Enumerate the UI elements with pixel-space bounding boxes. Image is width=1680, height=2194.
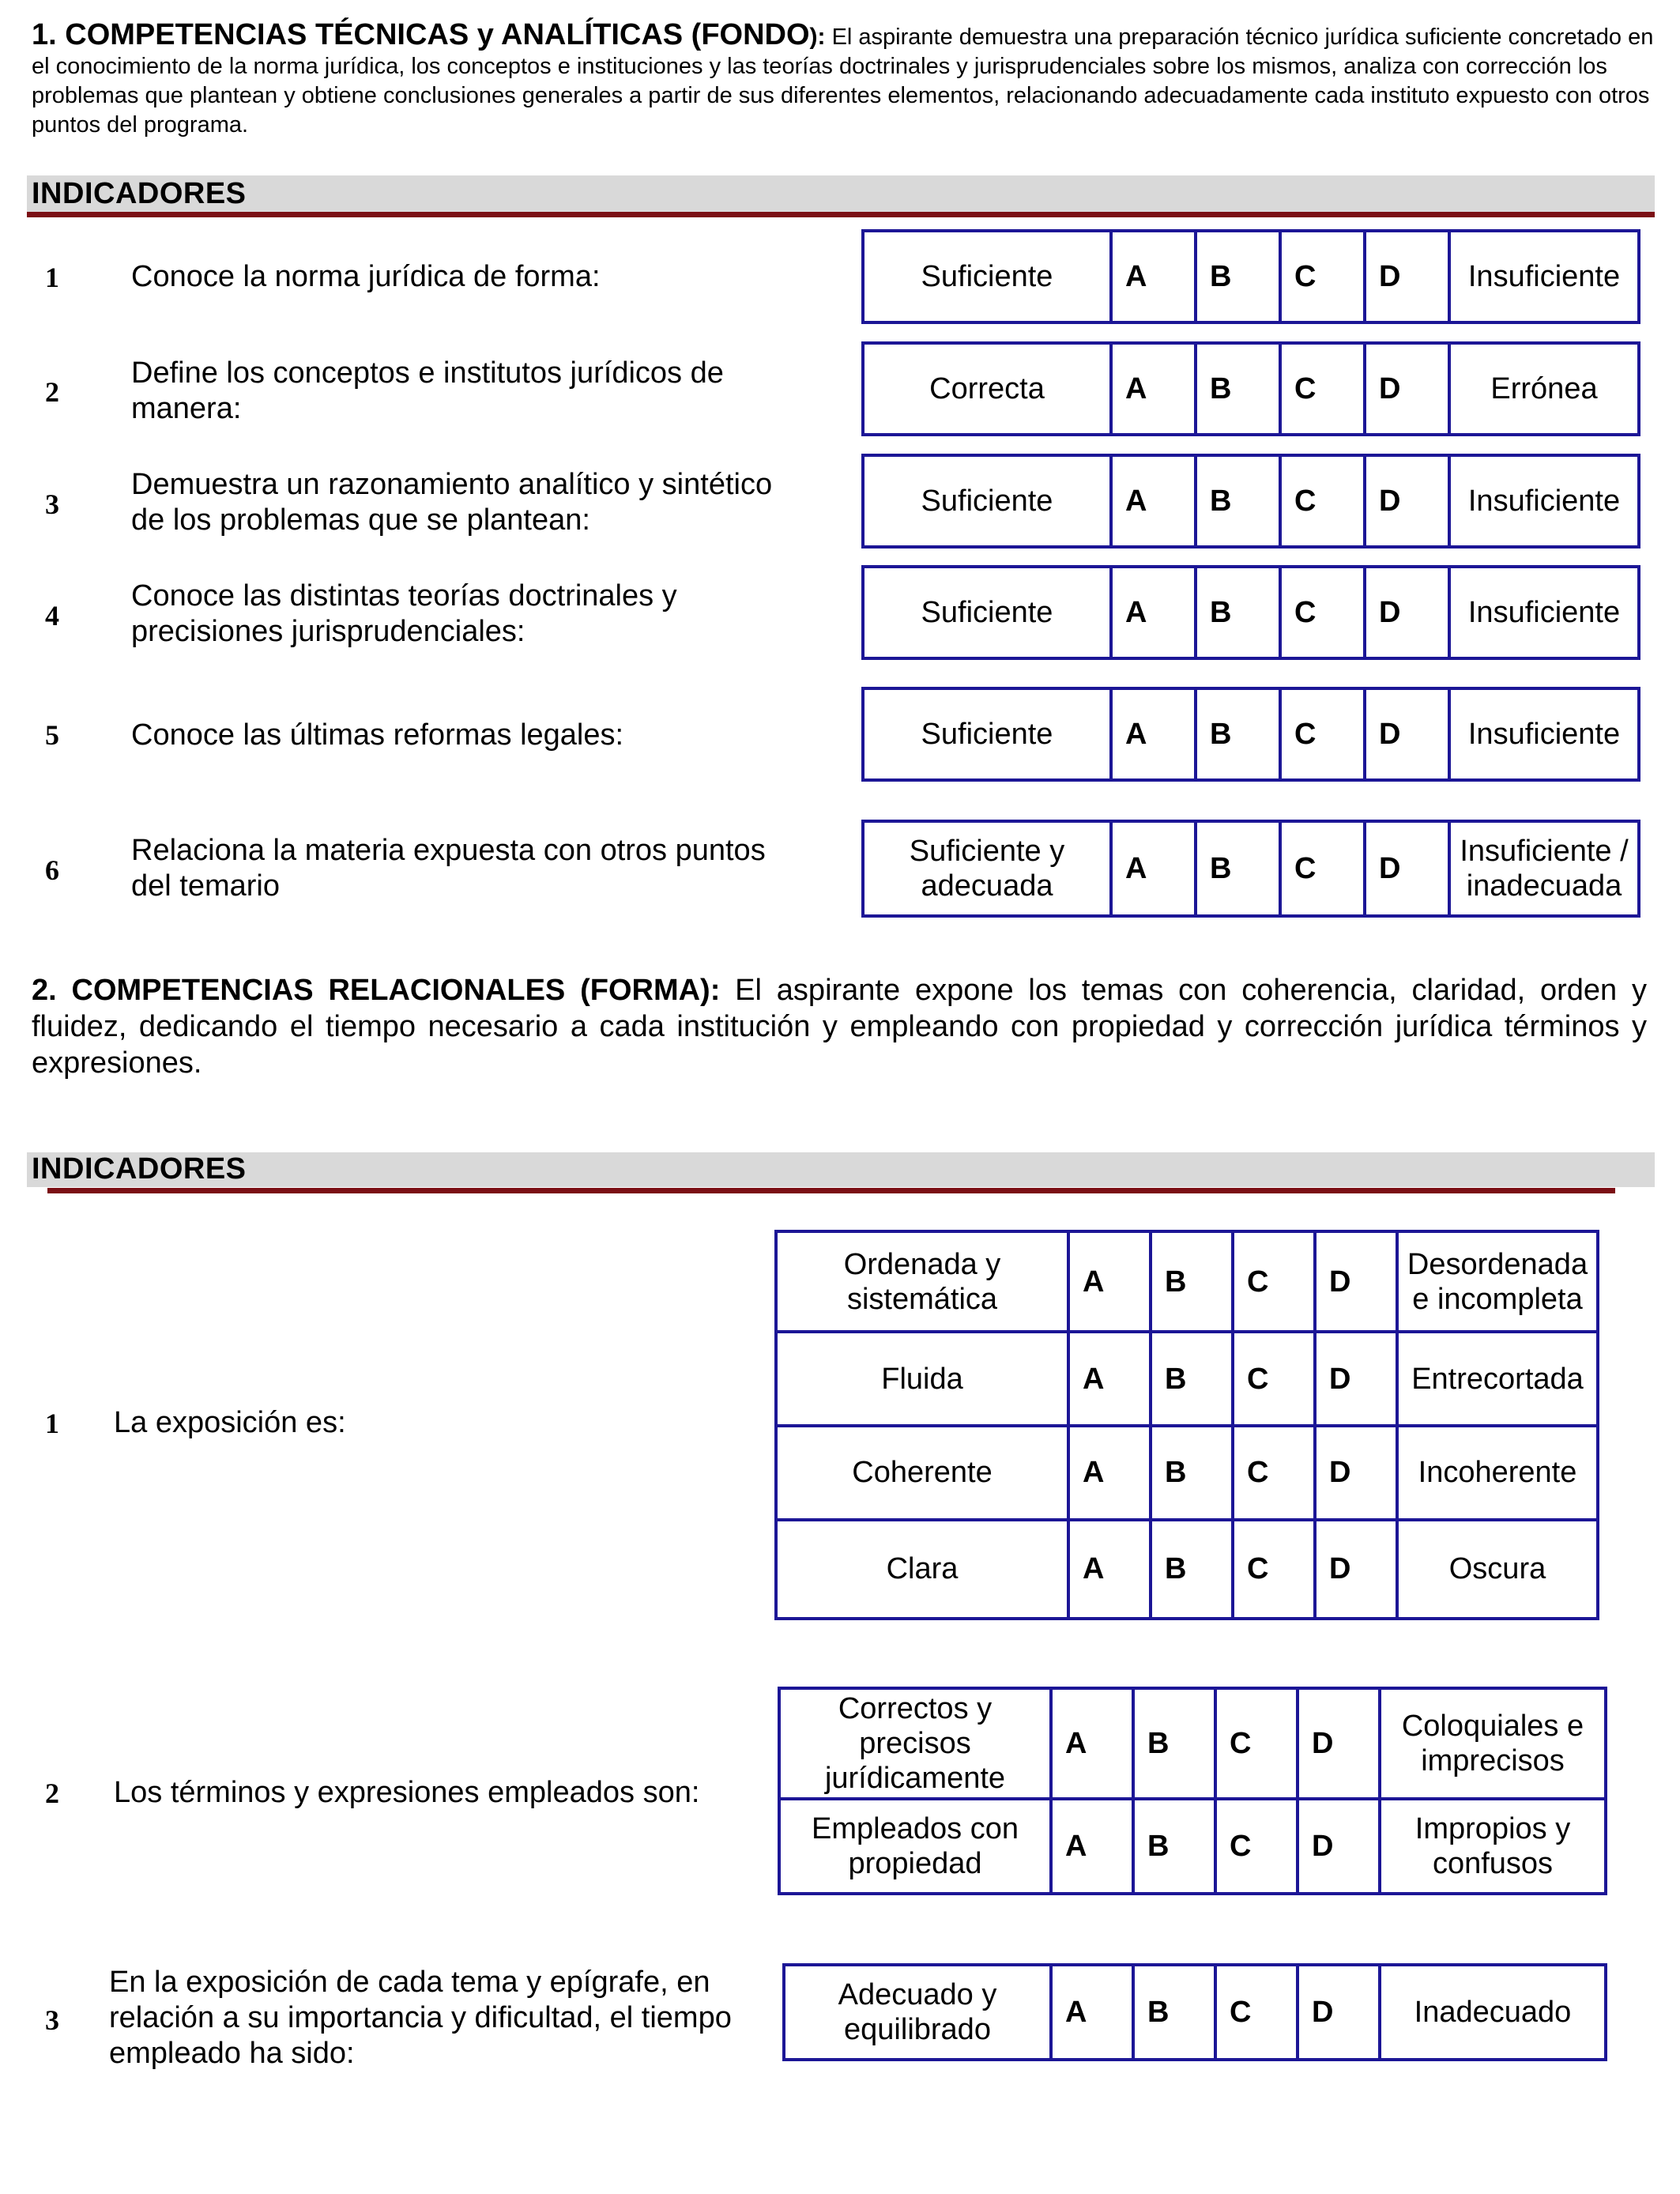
s1-item-5-right-label: Insuficiente <box>1449 688 1639 780</box>
grade-d-option[interactable]: D <box>1365 231 1449 322</box>
s1-item-5-label: Conoce las últimas reformas legales: <box>131 718 624 752</box>
s1-item-3-left-label: Suficiente <box>863 455 1111 547</box>
s1-item-4-label: Conoce las distintas teorías doctrinales y precisiones jurisprudenciales: <box>131 579 677 648</box>
section1-heading-tail: ): <box>809 24 826 50</box>
s2-item-1-row-1-left: Ordenada y sistemática <box>776 1231 1068 1332</box>
s1-item-4-scale <box>861 565 1640 660</box>
grade-c-option[interactable]: C <box>1280 821 1365 916</box>
s2-item-2-scale <box>778 1687 1607 1895</box>
grade-d-option[interactable]: D <box>1315 1332 1397 1426</box>
indicators-title-1: INDICADORES <box>32 177 247 210</box>
s2-item-2-row-1-right: Coloquiales e imprecisos <box>1380 1688 1606 1799</box>
s1-item-4-right-label: Insuficiente <box>1449 567 1639 658</box>
grade-b-option[interactable]: B <box>1196 821 1280 916</box>
s2-item-2-label: Los términos y expresiones empleados son: <box>114 1776 700 1809</box>
grade-a-option[interactable]: A <box>1051 1965 1133 2060</box>
indicators-title-2: INDICADORES <box>32 1152 247 1186</box>
s2-item-3-scale <box>782 1963 1607 2061</box>
grade-d-option[interactable]: D <box>1315 1426 1397 1520</box>
s2-item-3-row-1-right: Inadecuado <box>1380 1965 1606 2060</box>
s1-item-6-scale <box>861 820 1640 918</box>
grade-a-option[interactable]: A <box>1111 231 1196 322</box>
grade-d-option[interactable]: D <box>1298 1688 1380 1799</box>
s1-item-2-scale <box>861 341 1640 436</box>
s1-item-6-left-label: Suficiente y adecuada <box>863 821 1111 916</box>
s2-item-1-row-2-left: Fluida <box>776 1332 1068 1426</box>
grade-d-option[interactable]: D <box>1315 1231 1397 1332</box>
s1-item-2-label: Define los conceptos e institutos jurídicos de manera: <box>131 356 724 425</box>
s1-item-5-left-label: Suficiente <box>863 688 1111 780</box>
section1-intro <box>32 18 1659 140</box>
s1-item-5-scale <box>861 687 1640 782</box>
grade-a-option[interactable]: A <box>1111 455 1196 547</box>
indicators-band-2 <box>27 1152 1655 1187</box>
s1-item-6-right-label: Insuficiente / inadecuada <box>1449 821 1639 916</box>
grade-c-option[interactable]: C <box>1233 1520 1315 1619</box>
grade-b-option[interactable]: B <box>1151 1520 1233 1619</box>
grade-c-option[interactable]: C <box>1233 1426 1315 1520</box>
section1-description: El aspirante demuestra una preparación técnico jurídica suficiente concretado en el conocimiento de la norma jurídica, los conceptos e instituciones y las teorías doctrinales y jurisprudenciales sobre los mismos, analiza con corrección los problemas que plantean y obtiene conclusiones generales a partir de sus diferentes elementos, relacionando adecuadamente cada instituto expuesto con otros puntos del programa. <box>32 25 1654 138</box>
grade-b-option[interactable]: B <box>1196 231 1280 322</box>
s2-item-1-row-1-right: Desordenada e incompleta <box>1397 1231 1598 1332</box>
s2-item-1-row-3-right: Incoherente <box>1397 1426 1598 1520</box>
s2-item-1-label: La exposición es: <box>114 1406 346 1439</box>
grade-d-option[interactable]: D <box>1365 688 1449 780</box>
s2-item-1-row-4-right: Oscura <box>1397 1520 1598 1619</box>
grade-d-option[interactable]: D <box>1315 1520 1397 1619</box>
indicators-band-1 <box>27 175 1655 213</box>
section2-description: El aspirante expone los temas con coherencia, claridad, orden y fluidez, dedicando el tiempo necesario a cada institución y empleando con propiedad y corrección jurídica términos y expresiones. <box>32 974 1647 1080</box>
grade-c-option[interactable]: C <box>1280 231 1365 322</box>
grade-b-option[interactable]: B <box>1151 1332 1233 1426</box>
grade-c-option[interactable]: C <box>1280 455 1365 547</box>
grade-b-option[interactable]: B <box>1196 567 1280 658</box>
grade-c-option[interactable]: C <box>1280 567 1365 658</box>
indicators-rule-1 <box>27 212 1655 217</box>
s1-item-2-right-label: Errónea <box>1449 343 1639 435</box>
s2-item-1-row-4-left: Clara <box>776 1520 1068 1619</box>
grade-b-option[interactable]: B <box>1133 1799 1215 1894</box>
grade-a-option[interactable]: A <box>1111 343 1196 435</box>
section2-heading: 2. COMPETENCIAS RELACIONALES (FORMA): <box>32 974 721 1007</box>
grade-c-option[interactable]: C <box>1215 1799 1298 1894</box>
grade-a-option[interactable]: A <box>1111 821 1196 916</box>
grade-a-option[interactable]: A <box>1068 1520 1151 1619</box>
grade-c-option[interactable]: C <box>1280 343 1365 435</box>
grade-a-option[interactable]: A <box>1068 1231 1151 1332</box>
grade-a-option[interactable]: A <box>1068 1332 1151 1426</box>
indicators-rule-2 <box>47 1188 1615 1193</box>
s1-item-6-label: Relaciona la materia expuesta con otros puntos del temario <box>131 834 766 903</box>
s1-item-4-left-label: Suficiente <box>863 567 1111 658</box>
s2-item-2-row-2-left: Empleados con propiedad <box>779 1799 1051 1894</box>
s2-item-2-number: 2 <box>45 1777 59 1809</box>
grade-b-option[interactable]: B <box>1133 1688 1215 1799</box>
grade-d-option[interactable]: D <box>1298 1965 1380 2060</box>
grade-a-option[interactable]: A <box>1111 688 1196 780</box>
s1-item-1-left-label: Suficiente <box>863 231 1111 322</box>
grade-b-option[interactable]: B <box>1196 343 1280 435</box>
grade-b-option[interactable]: B <box>1196 455 1280 547</box>
grade-c-option[interactable]: C <box>1280 688 1365 780</box>
grade-d-option[interactable]: D <box>1298 1799 1380 1894</box>
s1-item-3-right-label: Insuficiente <box>1449 455 1639 547</box>
s2-item-3-number: 3 <box>45 2004 59 2036</box>
s2-item-1-row-3-left: Coherente <box>776 1426 1068 1520</box>
grade-d-option[interactable]: D <box>1365 455 1449 547</box>
s1-item-3-label: Demuestra un razonamiento analítico y sintético de los problemas que se plantean: <box>131 468 773 537</box>
grade-b-option[interactable]: B <box>1133 1965 1215 2060</box>
s1-item-3-number: 3 <box>45 488 59 520</box>
section2-intro <box>32 972 1647 1081</box>
s2-item-1-scale <box>774 1230 1599 1620</box>
s1-item-1-scale <box>861 229 1640 324</box>
s1-item-6-number: 6 <box>45 854 59 886</box>
grade-c-option[interactable]: C <box>1233 1332 1315 1426</box>
s1-item-2-left-label: Correcta <box>863 343 1111 435</box>
grade-b-option[interactable]: B <box>1151 1231 1233 1332</box>
grade-d-option[interactable]: D <box>1365 343 1449 435</box>
s1-item-1-label: Conoce la norma jurídica de forma: <box>131 260 601 293</box>
s1-item-3-scale <box>861 454 1640 548</box>
grade-c-option[interactable]: C <box>1215 1688 1298 1799</box>
grade-b-option[interactable]: B <box>1196 688 1280 780</box>
grade-c-option[interactable]: C <box>1233 1231 1315 1332</box>
s1-item-5-number: 5 <box>45 719 59 751</box>
grade-a-option[interactable]: A <box>1068 1426 1151 1520</box>
s1-item-1-number: 1 <box>45 262 59 293</box>
s2-item-1-row-2-right: Entrecortada <box>1397 1332 1598 1426</box>
grade-a-option[interactable]: A <box>1051 1688 1133 1799</box>
section1-heading: 1. COMPETENCIAS TÉCNICAS y ANALÍTICAS (FONDO <box>32 18 810 51</box>
s2-item-3-label: En la exposición de cada tema y epígrafe, en relación a su importancia y dificultad, el tiempo empleado ha sido: <box>109 1966 732 2070</box>
grade-a-option[interactable]: A <box>1051 1799 1133 1894</box>
s1-item-2-number: 2 <box>45 376 59 408</box>
s1-item-1-right-label: Insuficiente <box>1449 231 1639 322</box>
grade-b-option[interactable]: B <box>1151 1426 1233 1520</box>
s2-item-2-row-1-left: Correctos y precisos jurídicamente <box>779 1688 1051 1799</box>
s2-item-1-number: 1 <box>45 1408 59 1439</box>
grade-d-option[interactable]: D <box>1365 821 1449 916</box>
grade-d-option[interactable]: D <box>1365 567 1449 658</box>
s2-item-2-row-2-right: Impropios y confusos <box>1380 1799 1606 1894</box>
grade-a-option[interactable]: A <box>1111 567 1196 658</box>
grade-c-option[interactable]: C <box>1215 1965 1298 2060</box>
s1-item-4-number: 4 <box>45 600 59 631</box>
s2-item-3-row-1-left: Adecuado y equilibrado <box>784 1965 1051 2060</box>
